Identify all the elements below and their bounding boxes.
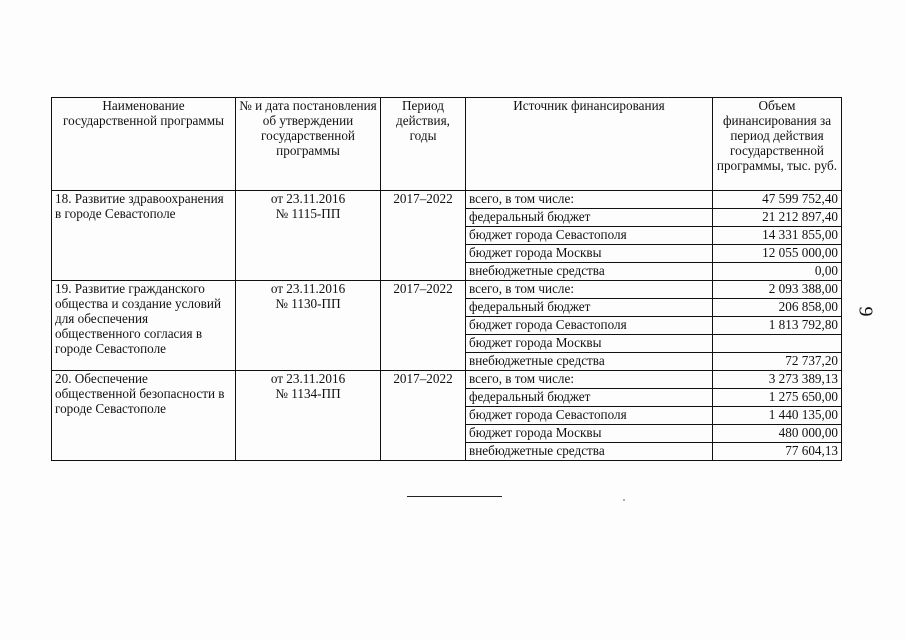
funding-source: бюджет города Севастополя xyxy=(466,407,713,425)
funding-source: федеральный бюджет xyxy=(466,209,713,227)
funding-amount: 12 055 000,00 xyxy=(713,245,842,263)
header-volume: Объем финансирования за период действия государственной программы, тыс. руб. xyxy=(713,98,842,191)
period-cell: 2017–2022 xyxy=(381,371,466,461)
funding-amount: 0,00 xyxy=(713,263,842,281)
funding-amount: 77 604,13 xyxy=(713,443,842,461)
funding-amount: 2 093 388,00 xyxy=(713,281,842,299)
page-number: 9 xyxy=(854,306,877,317)
table-body xyxy=(52,191,842,461)
funding-source: бюджет города Москвы xyxy=(466,425,713,443)
decree-cell xyxy=(236,371,381,461)
table-row xyxy=(52,371,842,389)
funding-amount: 1 440 135,00 xyxy=(713,407,842,425)
scan-speck xyxy=(623,499,625,501)
decree-number: № 1115-ПП xyxy=(275,206,341,221)
decree-cell xyxy=(236,281,381,371)
funding-amount: 1 275 650,00 xyxy=(713,389,842,407)
funding-amount: 14 331 855,00 xyxy=(713,227,842,245)
funding-source: бюджет города Севастополя xyxy=(466,227,713,245)
funding-source: внебюджетные средства xyxy=(466,353,713,371)
header-program-name: Наименование государственной программы xyxy=(52,98,236,191)
funding-amount: 3 273 389,13 xyxy=(713,371,842,389)
funding-source: бюджет города Севастополя xyxy=(466,317,713,335)
period-cell: 2017–2022 xyxy=(381,281,466,371)
program-name: 19. Развитие гражданского общества и создание условий для обеспечения общественного согласия в городе Севастополе xyxy=(52,281,236,371)
decree-date: от 23.11.2016 xyxy=(270,191,346,206)
table-row xyxy=(52,191,842,209)
funding-source: бюджет города Москвы xyxy=(466,245,713,263)
funding-source: бюджет города Москвы xyxy=(466,335,713,353)
funding-source: всего, в том числе: xyxy=(466,371,713,389)
funding-amount: 21 212 897,40 xyxy=(713,209,842,227)
funding-amount: 206 858,00 xyxy=(713,299,842,317)
funding-source: всего, в том числе: xyxy=(466,191,713,209)
decree-date: от 23.11.2016 xyxy=(270,281,346,296)
funding-amount: 47 599 752,40 xyxy=(713,191,842,209)
funding-amount: 1 813 792,80 xyxy=(713,317,842,335)
funding-source: всего, в том числе: xyxy=(466,281,713,299)
decree-date: от 23.11.2016 xyxy=(270,371,346,386)
table-row xyxy=(52,281,842,299)
program-name: 20. Обеспечение общественной безопасности в городе Севастополе xyxy=(52,371,236,461)
funding-source: федеральный бюджет xyxy=(466,389,713,407)
program-name: 18. Развитие здравоохранения в городе Севастополе xyxy=(52,191,236,281)
funding-source: внебюджетные средства xyxy=(466,263,713,281)
decree-cell xyxy=(236,191,381,281)
header-source: Источник финансирования xyxy=(466,98,713,191)
funding-source: внебюджетные средства xyxy=(466,443,713,461)
end-rule xyxy=(407,496,502,497)
decree-number: № 1130-ПП xyxy=(275,296,341,311)
period-cell: 2017–2022 xyxy=(381,191,466,281)
funding-amount xyxy=(713,335,842,353)
funding-amount: 480 000,00 xyxy=(713,425,842,443)
decree-number: № 1134-ПП xyxy=(275,386,341,401)
table-header-row xyxy=(52,98,842,191)
financing-table xyxy=(51,97,842,461)
header-period: Период действия, годы xyxy=(381,98,466,191)
header-decree: № и дата постановления об утверждении государственной программы xyxy=(236,98,381,191)
funding-amount: 72 737,20 xyxy=(713,353,842,371)
funding-source: федеральный бюджет xyxy=(466,299,713,317)
